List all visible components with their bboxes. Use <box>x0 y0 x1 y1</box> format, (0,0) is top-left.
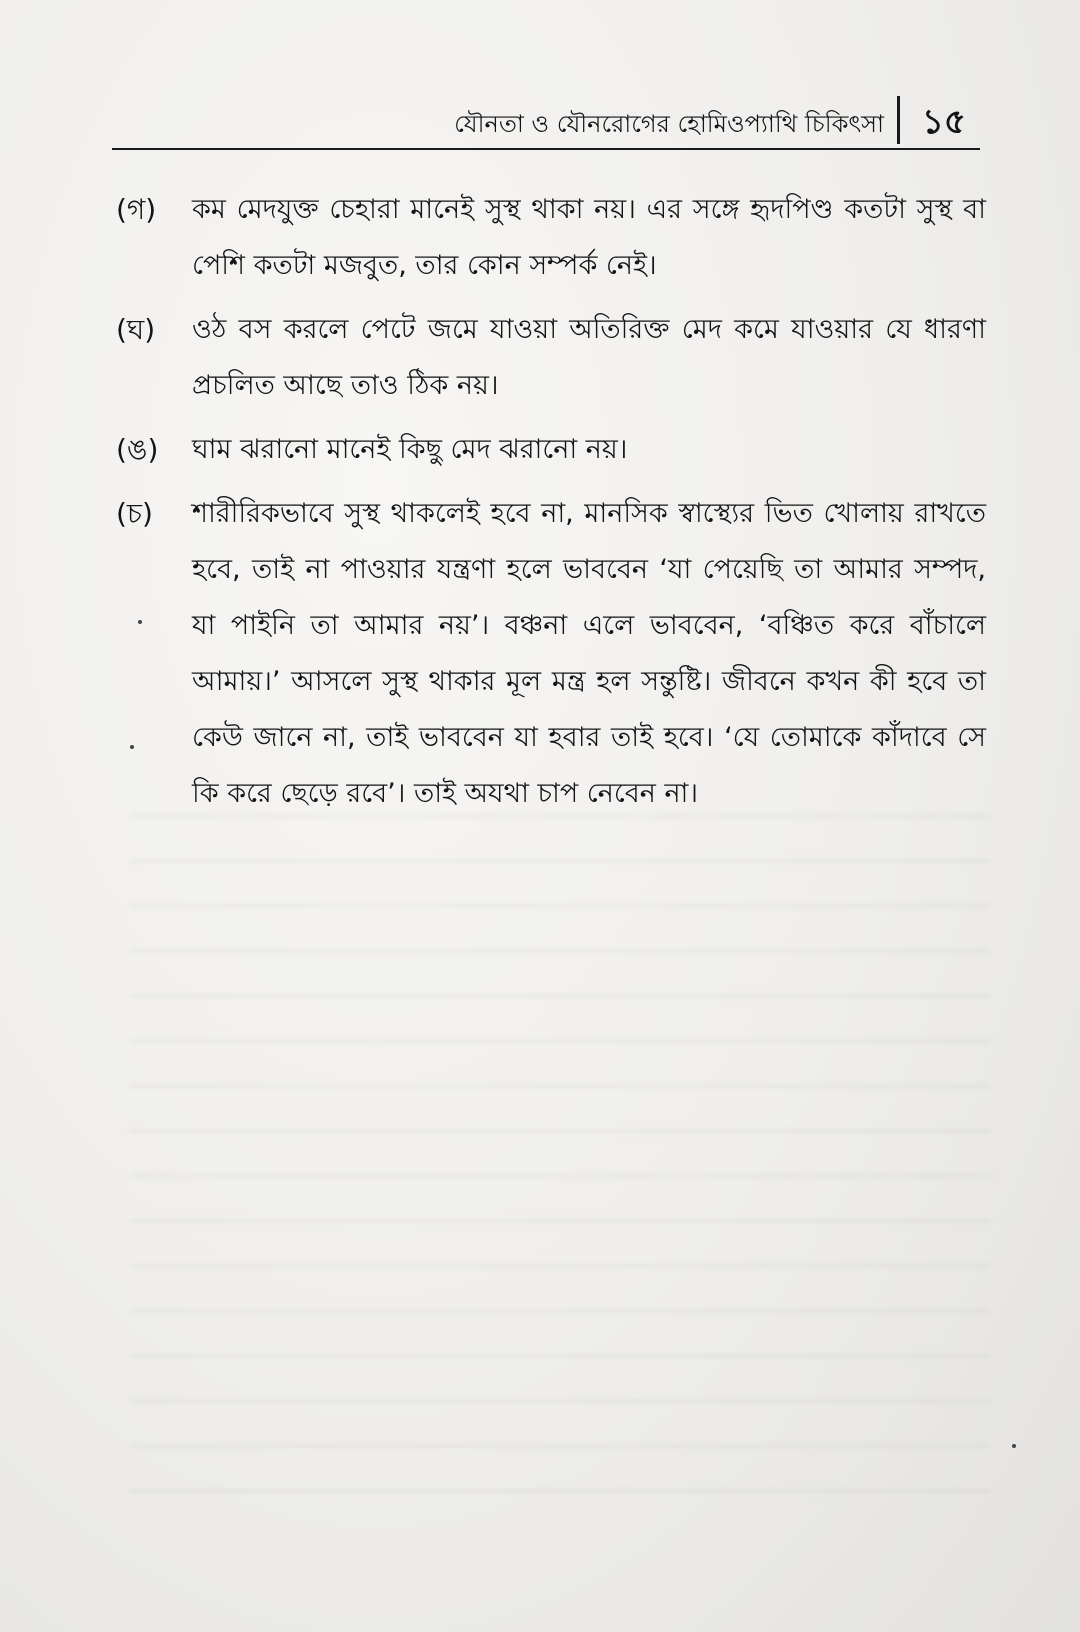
bleed-through-line <box>130 1220 990 1222</box>
bleed-through-line <box>130 950 990 952</box>
running-header-title: যৌনতা ও যৌনরোগের হোমিওপ্যাথি চিকিৎসা <box>454 110 884 138</box>
item-text: ঘাম ঝরানো মানেই কিছু মেদ ঝরানো নয়। <box>192 434 628 465</box>
bleed-through-line <box>130 1445 990 1447</box>
list-item <box>116 182 986 294</box>
list-item <box>116 422 986 478</box>
bleed-through-line <box>130 1175 990 1177</box>
header-rule <box>112 148 980 150</box>
item-list <box>116 182 986 830</box>
item-label: (ঙ) <box>116 433 159 466</box>
bleed-through-line <box>130 1040 990 1042</box>
bleed-through-line <box>130 1085 990 1087</box>
bleed-through-line <box>130 995 990 997</box>
bleed-through-line <box>130 1130 990 1132</box>
bleed-through-line <box>130 1310 990 1312</box>
bleed-through-line <box>130 1265 990 1267</box>
bleed-through-line <box>130 905 990 907</box>
page-number: ১৫ <box>921 102 966 142</box>
item-label: (গ) <box>116 193 157 226</box>
item-text: ওঠ বস করলে পেটে জমে যাওয়া অতিরিক্ত মেদ কমে যাওয়ার যে ধারণা প্রচলিত আছে তাও ঠিক নয়। <box>192 314 986 401</box>
item-label: (চ) <box>116 497 153 530</box>
header-separator <box>897 96 900 144</box>
bleed-through-line <box>130 1490 990 1492</box>
bleed-through-line <box>130 1355 990 1357</box>
item-text: শারীরিকভাবে সুস্থ থাকলেই হবে না, মানসিক স্বাস্থ্যের ভিত খোলায় রাখতে হবে, তাই না পাওয়ার যন্ত্রণা হলে ভাববেন ‘যা পেয়েছি তা আমার সম্পদ, যা পাইনি তা আমার নয়’। বঞ্চনা এলে ভাববেন, ‘বঞ্চিত করে বাঁচালে আমায়।’ আসলে সুস্থ থাকার মূল মন্ত্র হল সন্তুষ্টি। জীবনে কখন কী হবে তা কেউ জানে না, তাই ভাববেন যা হবার তাই হবে। ‘যে তোমাকে কাঁদাবে সে কি করে ছেড়ে রবে’। তাই অযথা চাপ নেবেন না। <box>192 498 986 809</box>
list-item <box>116 486 986 822</box>
list-item <box>116 302 986 414</box>
item-text: কম মেদযুক্ত চেহারা মানেই সুস্থ থাকা নয়। এর সঙ্গে হৃদপিণ্ড কতটা সুস্থ বা পেশি কতটা মজবুত, তার কোন সম্পর্ক নেই। <box>192 194 986 281</box>
bleed-through-line <box>130 1400 990 1402</box>
item-label: (ঘ) <box>116 313 156 346</box>
running-header <box>112 92 980 150</box>
print-speck <box>1012 1444 1016 1448</box>
bleed-through-line <box>130 860 990 862</box>
